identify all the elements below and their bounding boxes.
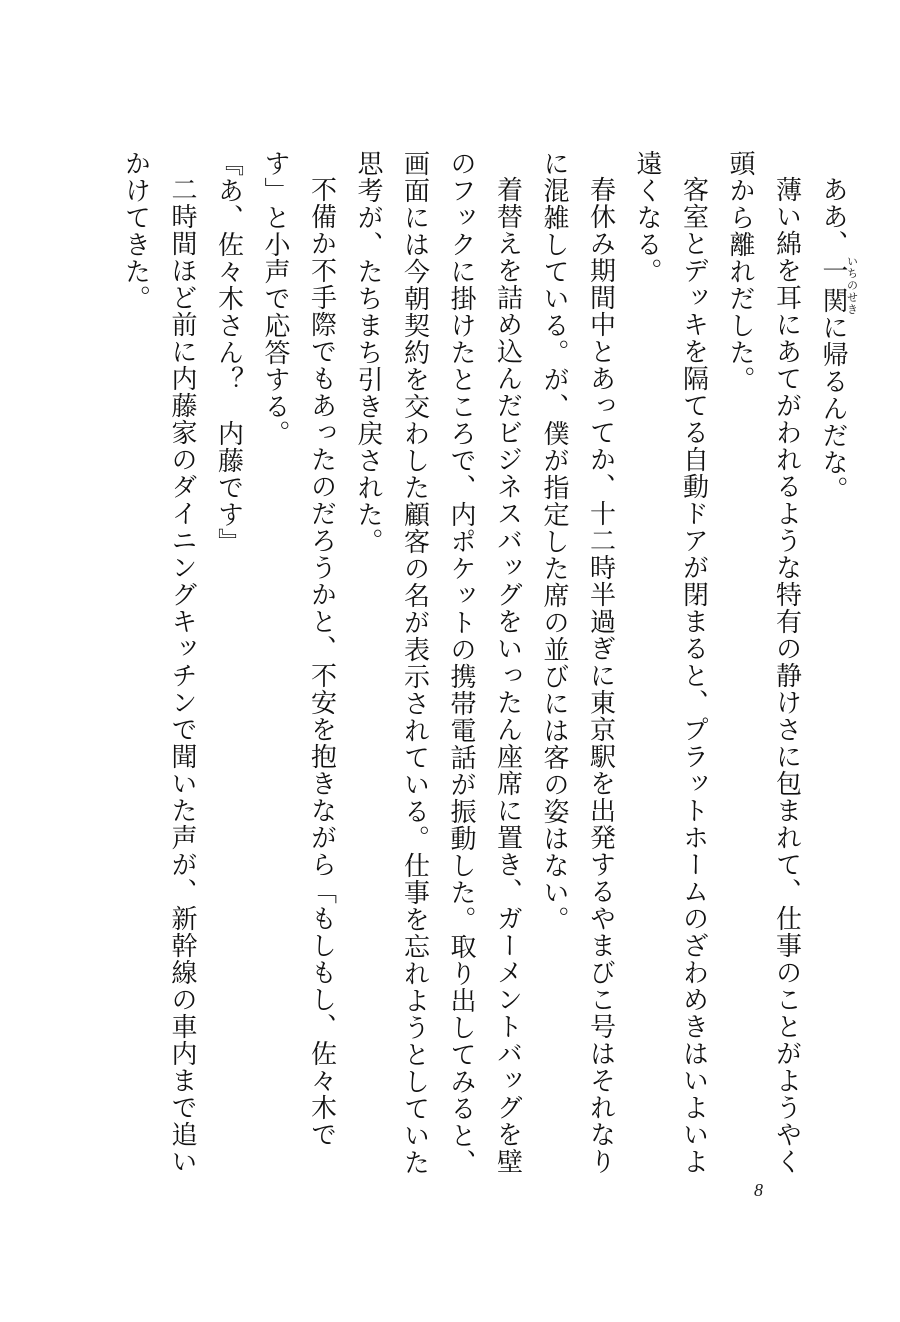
paragraph-6: 不備か不手際でもあったのだろうかと、不安を抱きながら「もしもし、佐々木です」と小声で応答する。	[260, 150, 337, 1148]
paragraph-2: 薄い綿を耳にあてがわれるような特有の静けさに包まれて、仕事のことがようやく頭から離れだした。	[725, 150, 802, 1175]
paragraph-7-dialogue: 『あ、佐々木さん？ 内藤です』	[213, 150, 244, 555]
paragraph-8: 二時間ほど前に内藤家のダイニングキッチンで聞いた声が、新幹線の車内まで追いかけてきた。	[120, 150, 197, 1175]
ruby-ichinoseki	[818, 255, 859, 316]
ruby-base: 一関	[818, 255, 848, 316]
paragraph-3: 客室とデッキを隔てる自動ドアが閉まると、プラットホームのざわめきはいよいよ遠くなる。	[632, 150, 709, 1175]
paragraph-5: 着替えを詰め込んだビジネスバッグをいったん座席に置き、ガーメントバッグを壁のフックに掛けたところで、内ポケットの携帯電話が振動した。取り出してみると、画面には今朝契約を交わした顧客の名が表示されている。仕事を忘れようとしていた思考が、たちまち引き戻された。	[353, 150, 523, 1176]
paragraph-4: 春休み期間中とあってか、十二時半過ぎに東京駅を出発するやまびこ号はそれなりに混雑している。が、僕が指定した席の並びには客の姿はない。	[539, 150, 616, 1175]
page-number: 8	[754, 1180, 763, 1200]
paragraph-1-before: ああ、	[818, 176, 848, 257]
paragraph-1-after: に帰るんだな。	[818, 314, 848, 503]
ruby-reading: いちのせき	[845, 255, 859, 316]
vertical-text-body	[112, 150, 858, 1180]
paragraph-1	[810, 150, 859, 1180]
